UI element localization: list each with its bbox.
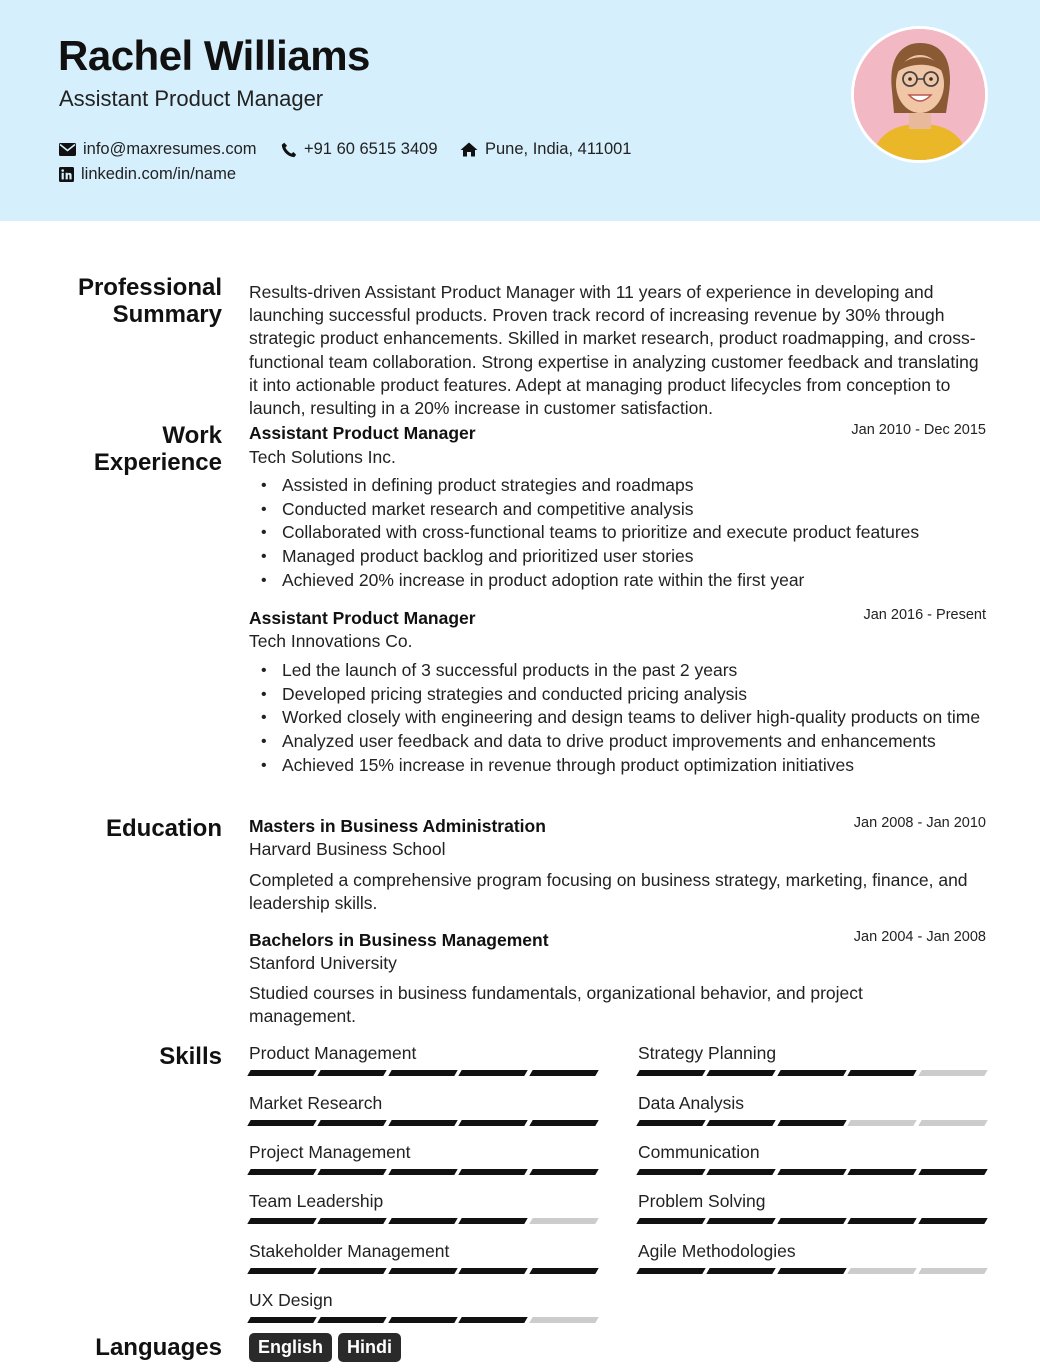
linkedin-icon [59, 167, 74, 182]
skill-rating-bar [638, 1120, 986, 1126]
skill-name: Stakeholder Management [249, 1241, 450, 1261]
skill-rating-segment [247, 1317, 317, 1323]
skill-item [638, 1043, 986, 1076]
skill-rating-bar [249, 1169, 597, 1175]
skill-name: Data Analysis [638, 1093, 745, 1113]
skill-rating-bar [638, 1070, 986, 1076]
skill-rating-bar [249, 1070, 597, 1076]
skill-rating-segment [636, 1120, 706, 1126]
skill-rating-bar [638, 1268, 986, 1274]
skill-rating-segment [777, 1169, 847, 1175]
skill-item [249, 1191, 597, 1224]
skill-rating-segment [707, 1268, 777, 1274]
school-name: Harvard Business School [249, 839, 446, 859]
degree-date: Jan 2004 - Jan 2008 [853, 929, 986, 945]
contact-location-text: Pune, India, 411001 [485, 140, 632, 158]
contact-location [460, 140, 632, 159]
section-title-summary-line2: Summary [112, 301, 222, 328]
list-item: • Assisted in defining product strategies and roadmaps [249, 474, 989, 498]
skill-rating-segment [847, 1169, 917, 1175]
list-item: • Achieved 20% increase in product adoption rate within the first year [249, 569, 989, 593]
contact-email-text: info@maxresumes.com [83, 140, 257, 158]
skill-rating-segment [318, 1070, 388, 1076]
avatar-illustration [854, 29, 985, 160]
skill-rating-segment [458, 1169, 528, 1175]
envelope-icon [59, 143, 76, 156]
languages-list [249, 1333, 401, 1362]
contact-phone-text: +91 60 6515 3409 [304, 140, 438, 158]
list-item: • Led the launch of 3 successful products in the past 2 years [249, 659, 989, 683]
section-title-education: Education [105, 815, 222, 842]
skill-rating-segment [529, 1169, 599, 1175]
home-icon [460, 142, 478, 157]
section-title-skills: Skills [159, 1043, 222, 1070]
skill-rating-segment [388, 1120, 458, 1126]
skill-name: Team Leadership [249, 1191, 384, 1211]
skill-rating-segment [636, 1070, 706, 1076]
skill-rating-segment [318, 1169, 388, 1175]
skill-item [638, 1241, 986, 1274]
skill-rating-segment [918, 1120, 988, 1126]
skill-rating-segment [318, 1268, 388, 1274]
skill-rating-segment [388, 1169, 458, 1175]
skill-rating-segment [636, 1268, 706, 1274]
skill-rating-segment [636, 1218, 706, 1224]
skill-name: UX Design [249, 1290, 333, 1310]
degree-date: Jan 2008 - Jan 2010 [853, 815, 986, 831]
skill-name: Strategy Planning [638, 1043, 777, 1063]
section-title-summary [0, 274, 222, 328]
contact-linkedin[interactable] [59, 165, 236, 184]
phone-icon [281, 142, 297, 158]
skill-rating-segment [247, 1070, 317, 1076]
profile-photo [851, 26, 988, 163]
skill-rating-segment [458, 1268, 528, 1274]
skill-rating-segment [777, 1218, 847, 1224]
skill-rating-segment [458, 1218, 528, 1224]
skill-item [249, 1142, 597, 1175]
skill-rating-segment [247, 1268, 317, 1274]
candidate-name: Rachel Williams [58, 32, 370, 79]
skill-rating-segment [636, 1169, 706, 1175]
skill-rating-bar [249, 1317, 597, 1323]
language-badge: English [249, 1333, 332, 1362]
list-item: • Developed pricing strategies and conducted pricing analysis [249, 683, 989, 707]
skill-rating-segment [918, 1070, 988, 1076]
skill-item [638, 1191, 986, 1224]
skill-rating-segment [318, 1218, 388, 1224]
skill-rating-segment [529, 1317, 599, 1323]
degree-title: Bachelors in Business Management [249, 930, 549, 950]
skill-rating-segment [247, 1169, 317, 1175]
skill-name: Problem Solving [638, 1191, 766, 1211]
skill-rating-segment [529, 1218, 599, 1224]
skill-item [249, 1290, 597, 1323]
skill-rating-segment [529, 1070, 599, 1076]
skill-item [638, 1142, 986, 1175]
resume-header [0, 0, 1040, 221]
list-item: • Collaborated with cross-functional teams to prioritize and execute product features [249, 521, 989, 545]
language-badge: Hindi [338, 1333, 401, 1362]
job-date: Jan 2010 - Dec 2015 [851, 422, 986, 438]
skill-rating-segment [707, 1218, 777, 1224]
skill-rating-segment [388, 1218, 458, 1224]
candidate-title: Assistant Product Manager [59, 86, 324, 111]
section-title-work [0, 422, 222, 476]
degree-title: Masters in Business Administration [249, 816, 546, 836]
skill-rating-segment [707, 1120, 777, 1126]
skill-rating-segment [847, 1120, 917, 1126]
section-title-work-line1: Work [162, 422, 222, 449]
skill-rating-bar [249, 1120, 597, 1126]
skill-item [249, 1241, 597, 1274]
skill-rating-segment [918, 1169, 988, 1175]
contact-linkedin-text: linkedin.com/in/name [81, 165, 236, 183]
skill-item [249, 1093, 597, 1126]
list-item: • Achieved 15% increase in revenue through product optimization initiatives [249, 754, 989, 778]
degree-description: Completed a comprehensive program focusing on business strategy, marketing, finance, and leadership skills. [249, 870, 968, 914]
skill-rating-segment [777, 1120, 847, 1126]
skill-rating-segment [847, 1218, 917, 1224]
skill-rating-segment [847, 1268, 917, 1274]
section-title-languages: Languages [95, 1334, 222, 1361]
section-title-summary-line1: Professional [77, 274, 222, 301]
list-item: • Managed product backlog and prioritized user stories [249, 545, 989, 569]
list-item: • Analyzed user feedback and data to drive product improvements and enhancements [249, 730, 989, 754]
school-name: Stanford University [249, 953, 397, 973]
job-company: Tech Solutions Inc. [249, 447, 396, 467]
skill-rating-segment [529, 1120, 599, 1126]
contact-phone[interactable] [281, 140, 438, 159]
skill-rating-segment [707, 1070, 777, 1076]
degree-description: Studied courses in business fundamentals, organizational behavior, and project management. [249, 983, 863, 1027]
skill-rating-segment [707, 1169, 777, 1175]
skill-name: Market Research [249, 1093, 383, 1113]
job-bullets [249, 474, 989, 593]
summary-text: Results-driven Assistant Product Manager with 11 years of experience in developing and launching successful products. Proven track record of increasing revenue by 30% through strategic product enhancements. Skilled in market research, product roadmapping, and cross-functional team collaboration. Strong expertise in analyzing customer feedback and translating it into actionable product features. Adept at managing product lifecycles from conception to launch, resulting in a 20% increase in customer satisfaction. [249, 282, 979, 419]
skill-rating-segment [458, 1070, 528, 1076]
skill-rating-segment [777, 1268, 847, 1274]
skill-rating-segment [318, 1317, 388, 1323]
skill-rating-bar [249, 1268, 597, 1274]
skill-item [638, 1093, 986, 1126]
skill-rating-bar [638, 1169, 986, 1175]
skill-rating-segment [388, 1268, 458, 1274]
skill-rating-segment [847, 1070, 917, 1076]
job-title: Assistant Product Manager [249, 608, 476, 628]
list-item: • Worked closely with engineering and design teams to deliver high-quality products on time [249, 706, 989, 730]
skill-name: Communication [638, 1142, 760, 1162]
skill-rating-segment [777, 1070, 847, 1076]
job-title: Assistant Product Manager [249, 423, 476, 443]
contact-email[interactable] [59, 140, 257, 159]
skill-rating-segment [388, 1070, 458, 1076]
section-title-work-line2: Experience [93, 449, 222, 476]
list-item: • Conducted market research and competitive analysis [249, 498, 989, 522]
skill-item [249, 1043, 597, 1076]
skill-rating-segment [458, 1120, 528, 1126]
skill-name: Agile Methodologies [638, 1241, 796, 1261]
skill-name: Project Management [249, 1142, 411, 1162]
job-company: Tech Innovations Co. [249, 631, 413, 651]
skill-rating-segment [529, 1268, 599, 1274]
skill-rating-segment [247, 1218, 317, 1224]
skill-rating-bar [249, 1218, 597, 1224]
skill-rating-segment [388, 1317, 458, 1323]
job-date: Jan 2016 - Present [863, 607, 986, 623]
job-bullets [249, 659, 989, 778]
skill-name: Product Management [249, 1043, 417, 1063]
skill-rating-segment [247, 1120, 317, 1126]
skill-rating-segment [918, 1218, 988, 1224]
skill-rating-segment [318, 1120, 388, 1126]
skill-rating-segment [458, 1317, 528, 1323]
skill-rating-segment [918, 1268, 988, 1274]
skill-rating-bar [638, 1218, 986, 1224]
